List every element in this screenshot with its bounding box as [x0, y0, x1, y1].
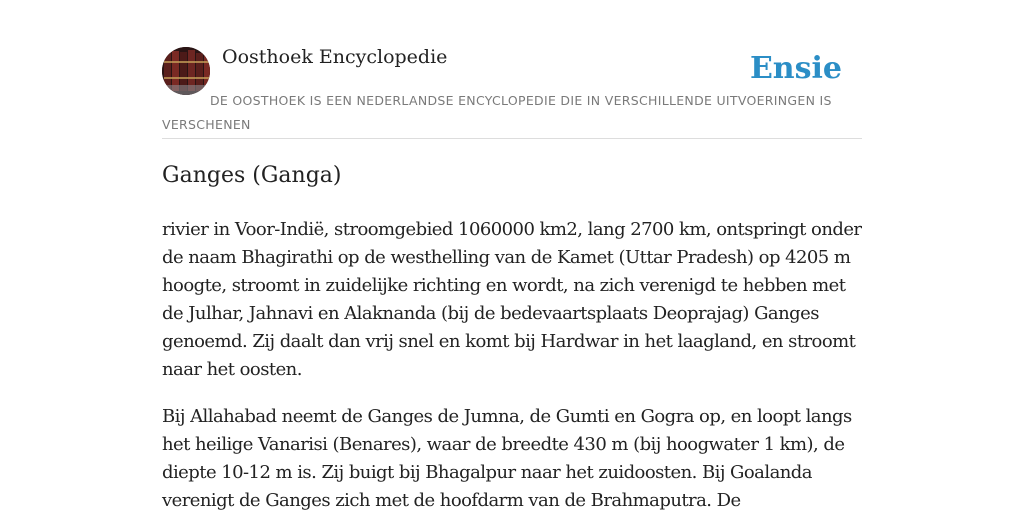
source-avatar[interactable] [162, 47, 210, 95]
encyclopedia-books-icon [162, 47, 210, 95]
header-divider [162, 138, 862, 139]
entry-title: Ganges (Ganga) [162, 163, 342, 188]
entry-paragraph: rivier in Voor-Indië, stroomgebied 1060000 km2, lang 2700 km, ontspringt onder de naam Bhagirathi op de westhelling van de Kamet (Uttar Pradesh) op 4205 m hoogte, stroomt in zuidelijke richting en wordt, na zich verenigd te hebben met de Julhar, Jahnavi en Alaknanda (bij de bedevaartsplaats Deoprajag) Ganges genoemd. Zij daalt dan vrij snel en komt bij Hardwar in het laagland, en stroomt naar het oosten. [162, 219, 862, 380]
source-name[interactable]: Oosthoek Encyclopedie [222, 46, 448, 68]
entry-paragraph: Bij Allahabad neemt de Ganges de Jumna, de Gumti en Gogra op, en loopt langs het heilige Vanarisi (Benares), waar de breedte 430 m (bij hoogwater 1 km), de diepte 10-12 m is. Zij buigt bij Bhagalpur naar het zuidoosten. Bij Goalanda verenigt de Ganges zich met de hoofdarm van de Brahmaputra. De [162, 406, 852, 511]
ensie-logo[interactable]: Ensie [749, 51, 842, 86]
entry-content [162, 216, 862, 512]
source-description: DE OOSTHOEK IS EEN NEDERLANDSE ENCYCLOPEDIE DIE IN VERSCHILLENDE UITVOERINGEN IS VERSCHENEN [162, 93, 832, 132]
